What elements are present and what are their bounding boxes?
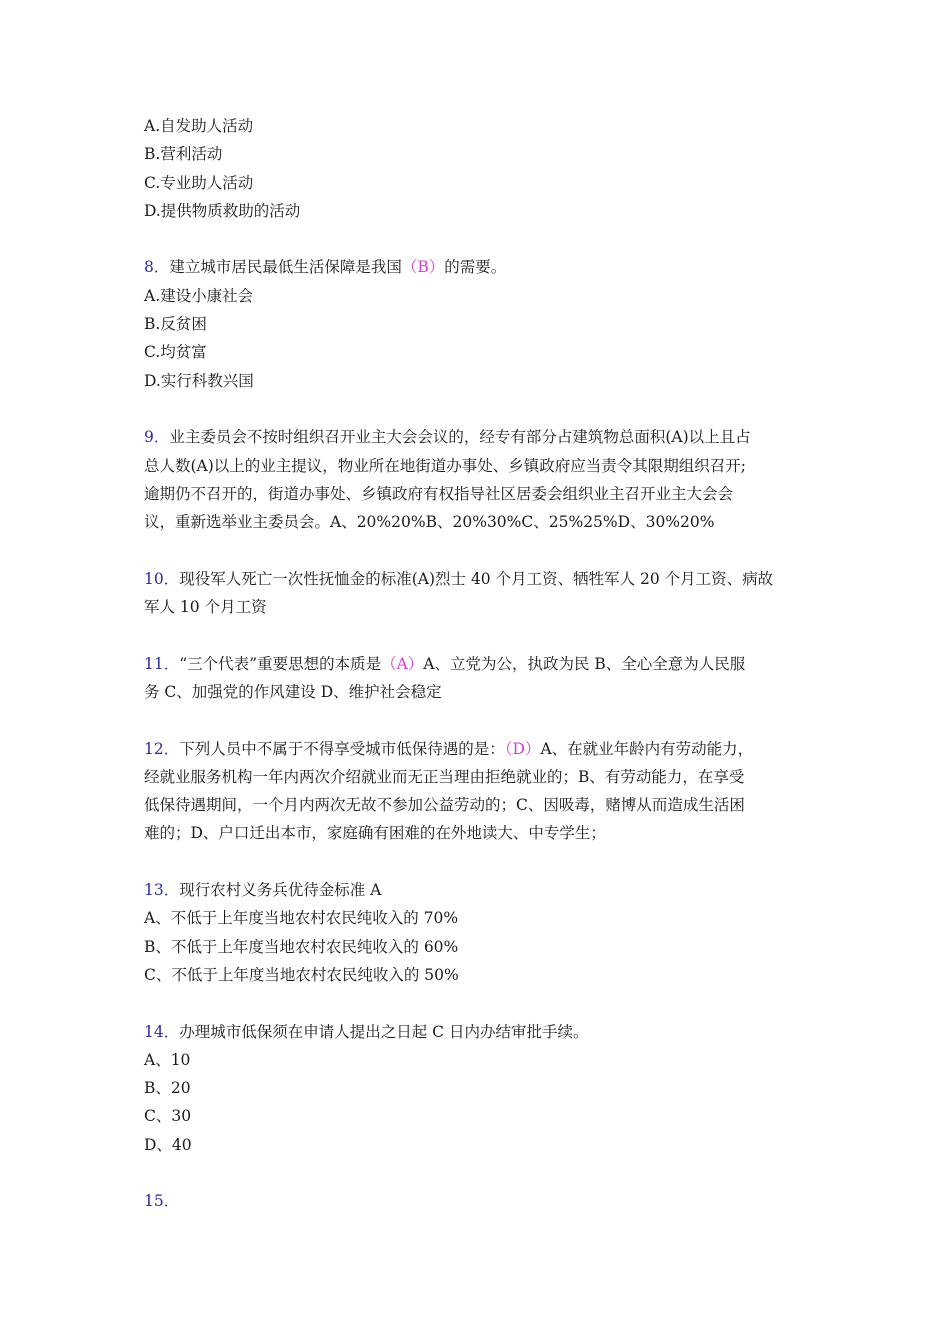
q12-answer: （D） (504, 739, 541, 758)
q11-line-2: 务 C、加强党的作风建设 D、维护社会稳定 (144, 682, 442, 701)
spacer (144, 536, 810, 564)
q14-text: 办理城市低保须在申请人提出之日起 C 日内办结审批手续。 (179, 1022, 589, 1041)
q14-option-c: C、30 (144, 1107, 192, 1126)
q7-option-b: B.营利活动 (144, 145, 223, 164)
q14-option-b: B、20 (144, 1079, 191, 1098)
q7-option-d: D.提供物质救助的活动 (144, 201, 301, 220)
q7-option-c: C.专业助人活动 (144, 173, 254, 192)
q12-text-post: A、在就业年龄内有劳动能力， (540, 739, 754, 758)
document-page (144, 112, 810, 1216)
spacer (144, 225, 810, 253)
q8-option-b: B.反贫困 (144, 315, 207, 334)
q12-number: 12． (144, 739, 180, 758)
q12-line-4: 难的；D、户口迁出本市，家庭确有困难的在外地读大、中专学生； (144, 824, 606, 843)
q9-line-3: 逾期仍不召开的，街道办事处、乡镇政府有权指导社区居委会组织业主召开业主大会会 (144, 484, 734, 503)
q11-answer: （A） (381, 654, 424, 673)
q12-line-2: 经就业服务机构一年内两次介绍就业而无正当理由拒绝就业的；B、有劳动能力，在享受 (144, 767, 745, 786)
q10-line-2: 军人 10 个月工资 (144, 598, 267, 617)
q15-number: 15． (144, 1192, 180, 1211)
q12-text-pre: 下列人员中不属于不得享受城市低保待遇的是： (179, 739, 505, 758)
q8-stem (144, 253, 810, 281)
q14-stem (144, 1018, 810, 1046)
q9-line-4: 议，重新选举业主委员会。A、20%20%B、20%30%C、25%25%D、30%20% (144, 513, 715, 532)
q7-option-a: A.自发助人活动 (144, 117, 254, 135)
q8-option-c: C.均贫富 (144, 343, 207, 362)
q9-line-1 (144, 423, 810, 451)
q9-text-1: 业主委员会不按时组织召开业主大会会议的，经专有部分占建筑物总面积(A)以上且占 (169, 428, 751, 447)
spacer (144, 848, 810, 876)
q8-answer: （B） (401, 258, 445, 277)
q8-text-post: 的需要。 (444, 258, 507, 277)
spacer (144, 989, 810, 1017)
q12-line-3: 低保待遇期间，一个月内两次无故不参加公益劳动的；C、因吸毒，赌博从而造成生活困 (144, 796, 745, 815)
spacer (144, 621, 810, 649)
q14-option-a: A、10 (144, 1050, 191, 1069)
q14-option-d: D、40 (144, 1135, 192, 1154)
spacer (144, 1159, 810, 1187)
spacer (144, 395, 810, 423)
q13-option-c: C、不低于上年度当地农村农民纯收入的 50% (144, 965, 459, 984)
q13-stem (144, 876, 810, 904)
q10-text-1: 现役军人死亡一次性抚恤金的标准(A)烈士 40 个月工资、牺牲军人 20 个月工资、病故 (179, 569, 774, 588)
q8-text-pre: 建立城市居民最低生活保障是我国 (169, 258, 402, 277)
q11-text-pre: “三个代表”重要思想的本质是 (179, 654, 382, 673)
q13-option-a: A、不低于上年度当地农村农民纯收入的 70% (144, 909, 459, 928)
q9-number: 9． (144, 428, 170, 447)
q14-number: 14． (144, 1022, 180, 1041)
q8-number: 8． (144, 258, 170, 277)
q10-number: 10． (144, 569, 180, 588)
q15-stem (144, 1187, 810, 1215)
q9-line-2: 总人数(A)以上的业主提议，物业所在地街道办事处、乡镇政府应当责令其限期组织召开; (144, 456, 747, 475)
q10-line-1 (144, 565, 810, 593)
q11-text-post: A、立党为公，执政为民 B、全心全意为人民服 (423, 654, 746, 673)
q13-text: 现行农村义务兵优待金标准 A (179, 881, 382, 900)
q13-number: 13． (144, 881, 180, 900)
q8-option-a: A.建设小康社会 (144, 286, 254, 305)
q11-line-1 (144, 650, 810, 678)
spacer (144, 706, 810, 734)
q8-option-d: D.实行科教兴国 (144, 371, 254, 390)
q11-number: 11． (144, 654, 180, 673)
q13-option-b: B、不低于上年度当地农村农民纯收入的 60% (144, 937, 459, 956)
q12-line-1 (144, 735, 810, 763)
